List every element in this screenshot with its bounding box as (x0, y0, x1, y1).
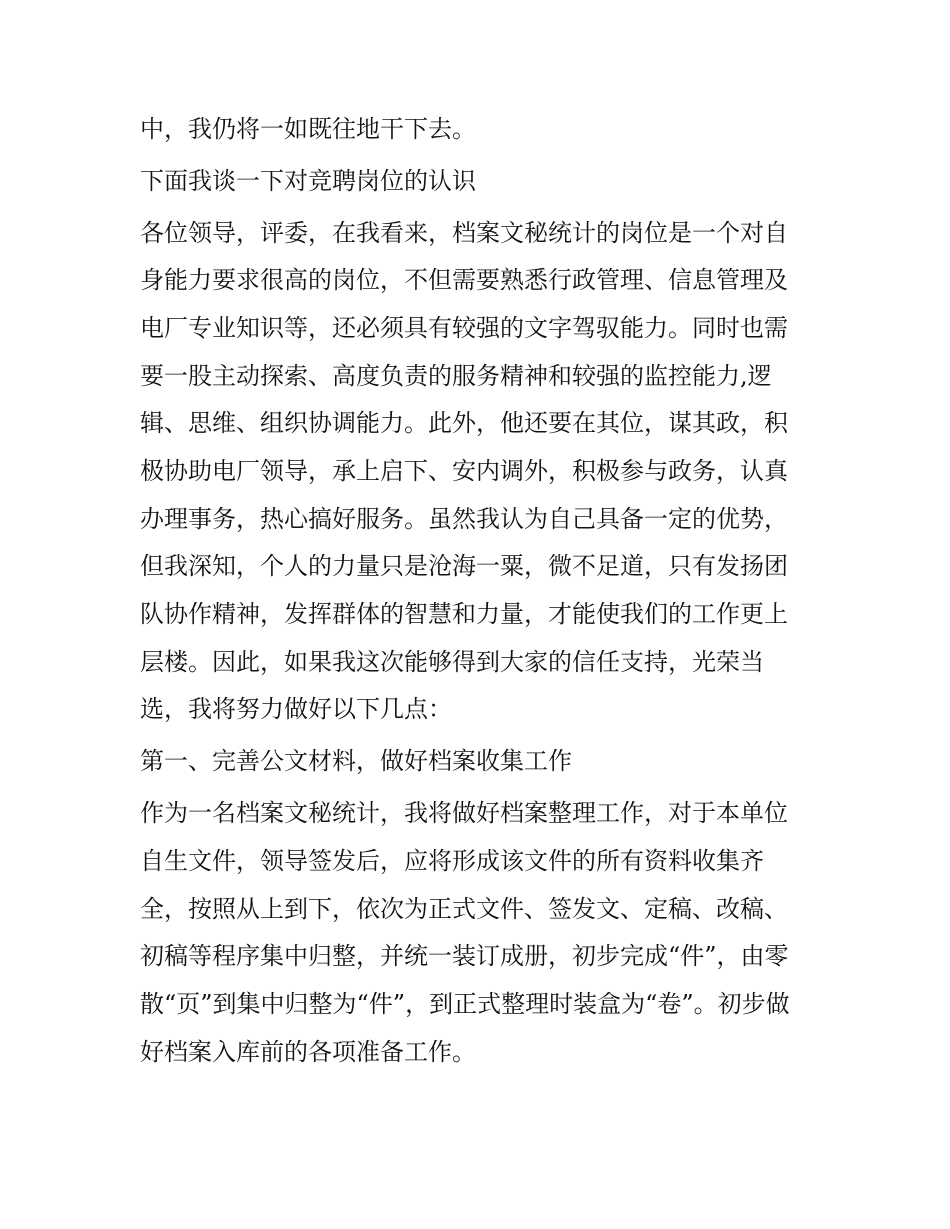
text-line: 但我深知，个人的力量只是沧海一粟，微不足道，只有发扬团 (140, 552, 788, 580)
text-line: 办理事务，热心搞好服务。虽然我认为自己具备一定的优势， (140, 505, 788, 533)
text-line: 好档案入库前的各项准备工作。 (140, 1038, 476, 1066)
text-line: 作为一名档案文秘统计，我将做好档案整理工作，对于本单位 (140, 799, 788, 827)
text-line: 身能力要求很高的岗位，不但需要熟悉行政管理、信息管理及 (140, 266, 788, 294)
text-line: 队协作精神，发挥群体的智慧和力量，才能使我们的工作更上 (140, 600, 788, 628)
text-line: 全，按照从上到下，依次为正式文件、签发文、定稿、改稿、 (140, 895, 788, 923)
text-line: 极协助电厂领导，承上启下、安内调外，积极参与政务，认真 (140, 457, 788, 485)
text-line: 要一股主动探索、高度负责的服务精神和较强的监控能力,逻 (140, 362, 772, 390)
text-line: 散“页”到集中归整为“件”，到正式整理时装盒为“卷”。初步做 (140, 990, 790, 1018)
text-line: 层楼。因此，如果我这次能够得到大家的信任支持，光荣当 (140, 648, 764, 676)
text-line: 各位领导，评委，在我看来，档案文秘统计的岗位是一个对自 (140, 219, 788, 247)
text-line: 自生文件，领导签发后，应将形成该文件的所有资料收集齐 (140, 847, 764, 875)
text-line: 中，我仍将一如既往地干下去。 (140, 115, 476, 143)
text-line: 辑、思维、组织协调能力。此外，他还要在其位，谋其政，积 (140, 409, 788, 437)
section-heading: 第一、完善公文材料，做好档案收集工作 (140, 747, 572, 775)
text-line: 初稿等程序集中归整，并统一装订成册，初步完成“件”，由零 (140, 942, 789, 970)
text-line: 下面我谈一下对竞聘岗位的认识 (140, 167, 476, 195)
text-line: 电厂专业知识等，还必须具有较强的文字驾驭能力。同时也需 (140, 314, 788, 342)
text-line: 选，我将努力做好以下几点： (140, 695, 452, 723)
